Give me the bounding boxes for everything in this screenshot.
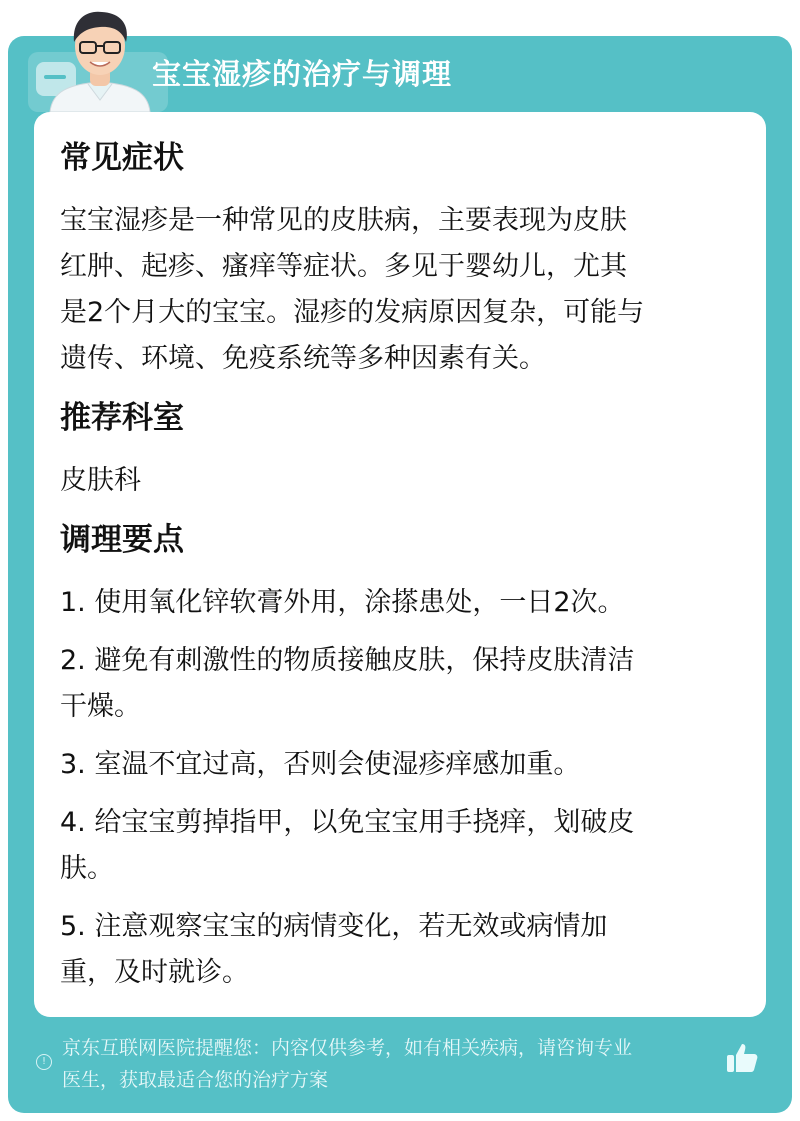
care-item-line: 干燥。: [60, 691, 141, 722]
care-item: [60, 904, 740, 996]
symptoms-line: 遗传、环境、免疫系统等多种因素有关。: [60, 343, 546, 374]
thumbs-up-icon[interactable]: [724, 1040, 760, 1076]
symptoms-line: 宝宝湿疹是一种常见的皮肤病，主要表现为皮肤: [60, 205, 627, 236]
care-item: [60, 800, 740, 892]
symptoms-text: [60, 198, 740, 382]
section-title-care: 调理要点: [60, 522, 184, 558]
page-title: 宝宝湿疹的治疗与调理: [152, 57, 453, 91]
care-item-line: 重，及时就诊。: [60, 957, 249, 988]
department-value: 皮肤科: [60, 465, 141, 496]
care-item-line: 1. 使用氧化锌软膏外用，涂搽患处，一日2次。: [60, 587, 625, 618]
disclaimer-line: 京东互联网医院提醒您：内容仅供参考，如有相关疾病，请咨询专业: [62, 1037, 633, 1059]
symptoms-line: 红肿、起疹、瘙痒等症状。多见于婴幼儿，尤其: [60, 251, 627, 282]
section-title-symptoms: 常见症状: [60, 140, 184, 176]
care-item: [60, 742, 740, 788]
symptoms-line: 是2个月大的宝宝。湿疹的发病原因复杂，可能与: [60, 297, 645, 328]
care-item-line: 肤。: [60, 853, 114, 884]
care-item-line: 2. 避免有刺激性的物质接触皮肤，保持皮肤清洁: [60, 645, 635, 676]
care-item-line: 4. 给宝宝剪掉指甲，以免宝宝用手挠痒，划破皮: [60, 807, 635, 838]
care-item-line: 5. 注意观察宝宝的病情变化，若无效或病情加: [60, 911, 608, 942]
section-title-department: 推荐科室: [60, 400, 184, 436]
care-item: [60, 580, 740, 626]
doctor-avatar: [40, 4, 160, 112]
care-item: [60, 638, 740, 730]
disclaimer-line: 医生，获取最适合您的治疗方案: [62, 1069, 329, 1091]
content-body: [60, 138, 740, 1008]
info-icon: !: [36, 1054, 52, 1070]
care-item-line: 3. 室温不宜过高，否则会使湿疹痒感加重。: [60, 749, 581, 780]
content-panel: [34, 112, 766, 1017]
disclaimer-text: [62, 1032, 732, 1096]
